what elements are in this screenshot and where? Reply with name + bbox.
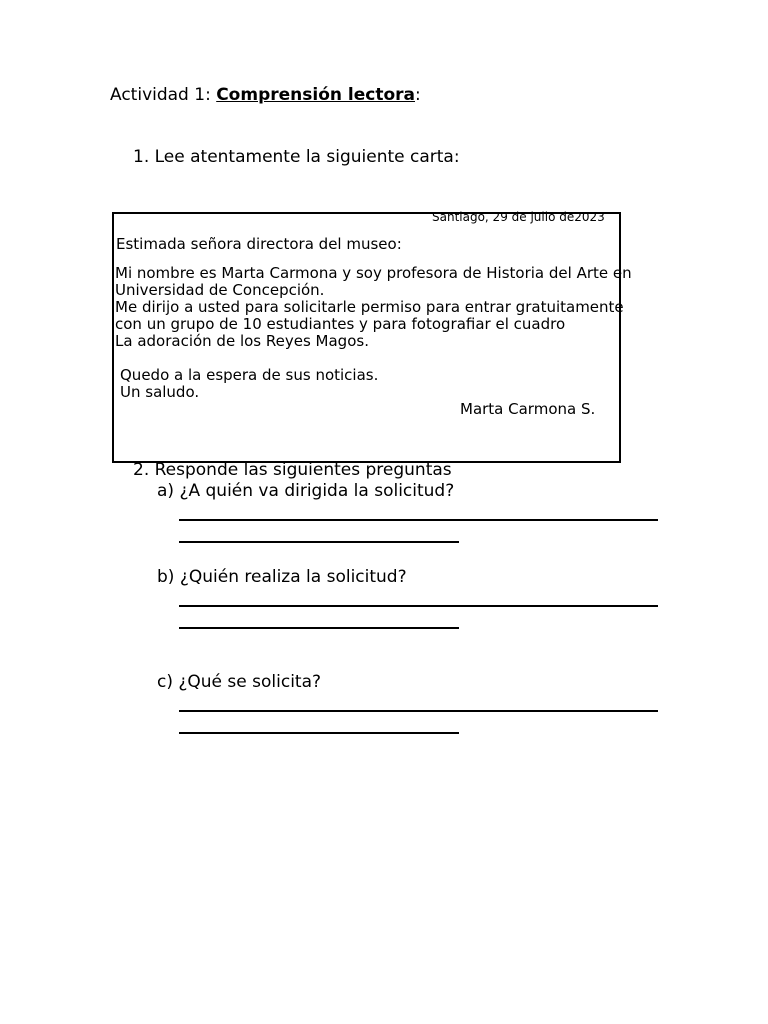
answer-line-a-2[interactable] [179, 541, 459, 543]
activity-suffix: : [415, 85, 421, 105]
answer-line-b-2[interactable] [179, 627, 459, 629]
answer-line-a-1[interactable] [179, 519, 658, 521]
letter-date: Santiago, 29 de julio de2023 [432, 210, 605, 224]
letter-body-line: Universidad de Concepción. [115, 281, 325, 299]
instruction-answer-questions: 2. Responde las siguientes preguntas [133, 460, 452, 480]
answer-line-c-1[interactable] [179, 710, 658, 712]
letter-greeting: Estimada señora directora del museo: [116, 235, 402, 253]
letter-body-line: Me dirijo a usted para solicitarle permiso para entrar gratuitamente [115, 298, 624, 316]
letter-body-line: La adoración de los Reyes Magos. [115, 332, 369, 350]
instruction-read-letter: 1. Lee atentamente la siguiente carta: [133, 147, 460, 167]
question-a: a) ¿A quién va dirigida la solicitud? [157, 481, 455, 501]
letter-body-line: con un grupo de 10 estudiantes y para fotografiar el cuadro [115, 315, 566, 333]
letter-signature: Marta Carmona S. [460, 400, 596, 418]
activity-prefix: Actividad 1: [110, 85, 217, 105]
answer-line-c-2[interactable] [179, 732, 459, 734]
question-b: b) ¿Quién realiza la solicitud? [157, 567, 407, 587]
letter-body-line: Mi nombre es Marta Carmona y soy profesora de Historia del Arte en [115, 264, 632, 282]
activity-title [110, 85, 421, 105]
letter-closing-line: Un saludo. [120, 383, 200, 401]
question-c: c) ¿Qué se solicita? [157, 672, 322, 692]
letter-closing-line: Quedo a la espera de sus noticias. [120, 366, 379, 384]
activity-title-emphasis: Comprensión lectora [216, 85, 415, 105]
answer-line-b-1[interactable] [179, 605, 658, 607]
